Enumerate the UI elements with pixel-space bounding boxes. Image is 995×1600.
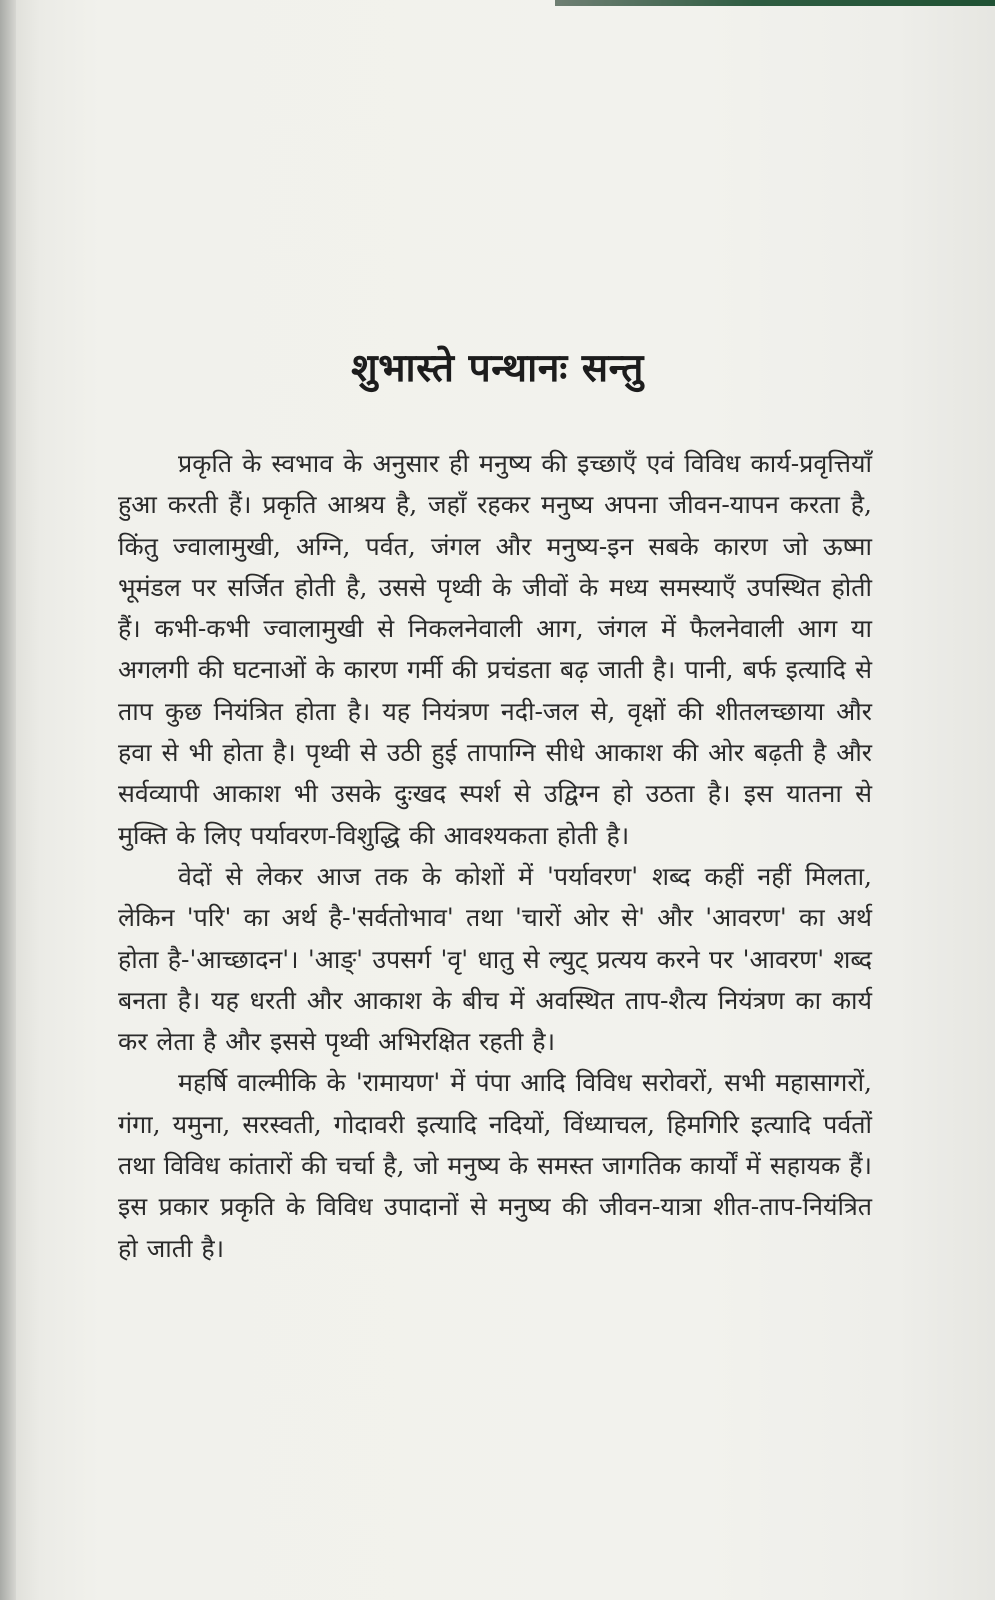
paragraph-2: वेदों से लेकर आज तक के कोशों में 'पर्यावरण' शब्द कहीं नहीं मिलता, लेकिन 'परि' का अर्थ है-'सर्वतोभाव' तथा 'चारों ओर से' और 'आवरण' का अर्थ होता है-'आच्छादन'। 'आङ्' उपसर्ग 'वृ' धातु से ल्युट् प्रत्यय करने पर 'आवरण' शब्द बनता है। यह धरती और आकाश के बीच में अवस्थित ताप-शैत्य नियंत्रण का कार्य कर लेता है और इससे पृथ्वी अभिरक्षित रहती है। <box>118 861 872 1057</box>
chapter-title: शुभास्ते पन्थानः सन्तु <box>351 345 644 391</box>
chapter-body <box>118 443 872 1269</box>
paragraph-3: महर्षि वाल्मीकि के 'रामायण' में पंपा आदि विविध सरोवरों, सभी महासागरों, गंगा, यमुना, सरस्वती, गोदावरी इत्यादि नदियों, विंध्याचल, हिमगिरि इत्यादि पर्वतों तथा विविध कांतारों की चर्चा है, जो मनुष्य के समस्त जागतिक कार्यों में सहायक हैं। इस प्रकार प्रकृति के विविध उपादानों से मनुष्य की जीवन-यात्रा शीत-ताप-नियंत्रित हो जाती है। <box>118 1068 872 1263</box>
cover-edge <box>555 0 995 6</box>
paragraph-1: प्रकृति के स्वभाव के अनुसार ही मनुष्य की इच्छाएँ एवं विविध कार्य-प्रवृत्तियाँ हुआ करती हैं। प्रकृति आश्रय है, जहाँ रहकर मनुष्य अपना जीवन-यापन करता है, किंतु ज्वालामुखी, अग्नि, पर्वत, जंगल और मनुष्य-इन सबके कारण जो ऊष्मा भूमंडल पर सर्जित होती है, उससे पृथ्वी के जीवों के मध्य समस्याएँ उपस्थित होती हैं। कभी-कभी ज्वालामुखी से निकलनेवाली आग, जंगल में फैलनेवाली आग या अगलगी की घटनाओं के कारण गर्मी की प्रचंडता बढ़ जाती है। पानी, बर्फ इत्यादि से ताप कुछ नियंत्रित होता है। यह नियंत्रण नदी-जल से, वृक्षों की शीतलच्छाया और हवा से भी होता है। पृथ्वी से उठी हुई तापाग्नि सीधे आकाश की ओर बढ़ती है और सर्वव्यापी आकाश भी उसके दुःखद स्पर्श से उद्विग्न हो उठता है। इस यातना से मुक्ति के लिए पर्यावरण-विशुद्धि की आवश्यकता होती है। <box>118 449 872 850</box>
page-gutter-shadow <box>0 0 16 1600</box>
